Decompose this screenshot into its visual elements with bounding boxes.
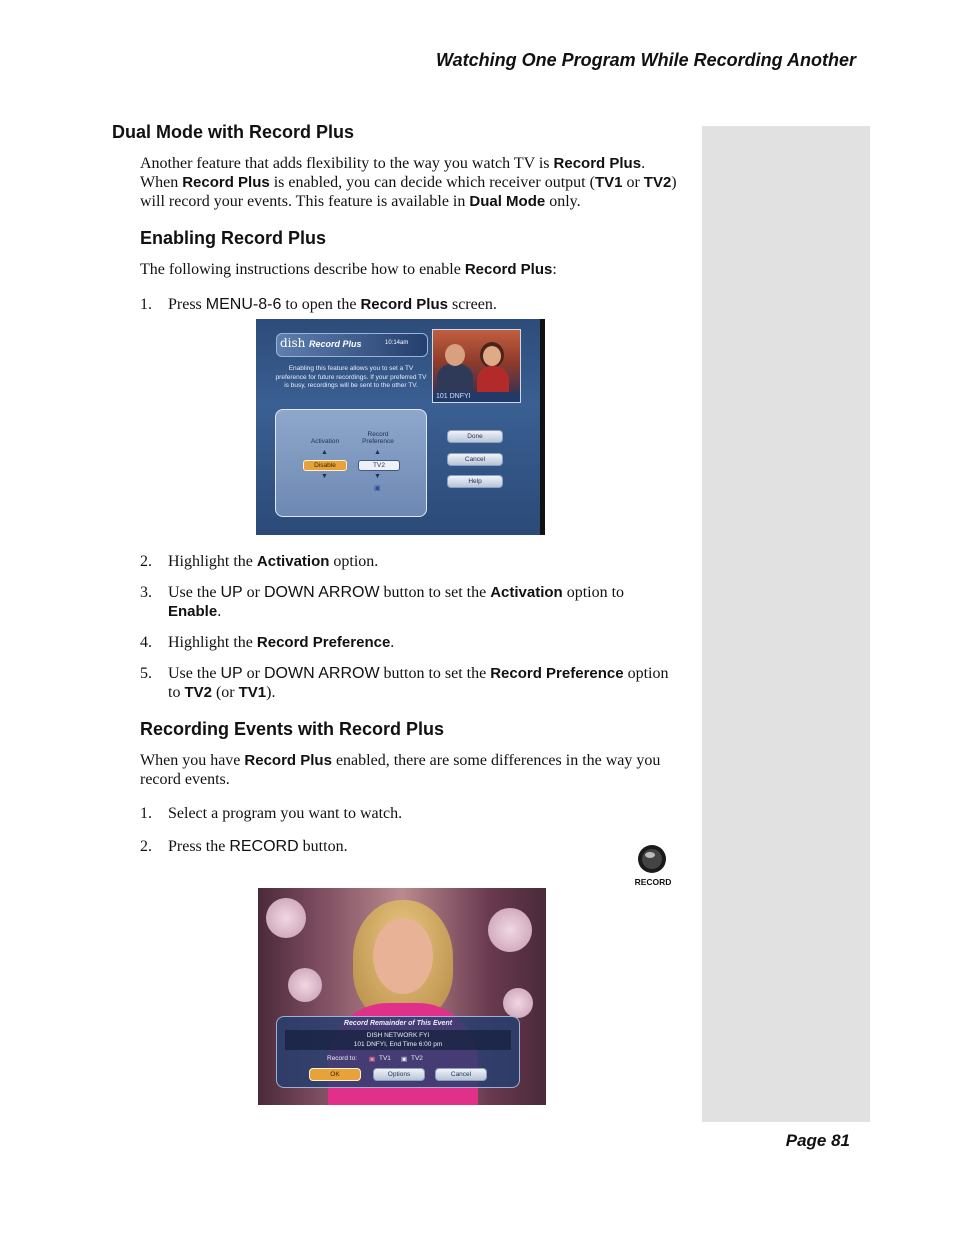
recording-heading: Recording Events with Record Plus	[140, 719, 445, 739]
recording-intro: When you have Record Plus enabled, there are some differences in the way you record events.	[140, 752, 661, 788]
up-arrow-icon: ▲	[374, 448, 381, 456]
tv-icon: ▣	[374, 484, 381, 492]
clock: 10:14am	[385, 340, 409, 346]
options-button[interactable]: Options	[373, 1068, 425, 1081]
preference-selector[interactable]: TV2	[358, 460, 400, 471]
up-arrow-icon: ▲	[321, 448, 328, 456]
down-arrow-icon: ▼	[321, 472, 328, 480]
options-panel	[275, 409, 427, 517]
cancel-button[interactable]: Cancel	[435, 1068, 487, 1081]
enabling-heading: Enabling Record Plus	[140, 228, 327, 248]
tv-preview	[432, 329, 521, 403]
tv1-radio-icon[interactable]: ▣	[369, 1056, 376, 1063]
cancel-button[interactable]: Cancel	[447, 453, 503, 466]
dialog-title: Record Remainder of This Event	[343, 1020, 453, 1027]
channel-bar: 101 DNFYI	[433, 392, 521, 402]
tv2-option[interactable]: TV2	[411, 1055, 423, 1062]
running-header: Watching One Program While Recording Another	[435, 50, 856, 70]
preference-label-line1: Record	[367, 431, 389, 438]
preference-label-line2: Preference	[362, 438, 394, 445]
section-intro: Another feature that adds flexibility to the way you watch TV is Record Plus. When Record Plus is enabled, you can decide which receiver output (TV1 or TV2) will record your events. This feature is available in Dual Mode only.	[140, 155, 677, 210]
screen-title: Record Plus	[309, 339, 362, 349]
tv2-radio-icon[interactable]: ▣	[401, 1056, 408, 1063]
down-arrow-icon: ▼	[374, 472, 381, 480]
screen-description: Enabling this feature allows you to set a TV preference for future recordings. If your preferred TV is busy, recordings will be sent to the other TV.	[275, 365, 427, 389]
record-plus-screenshot	[256, 319, 545, 535]
margin-sidebar	[702, 126, 870, 1122]
record-button-icon	[637, 844, 667, 874]
event-name: DISH NETWORK FYI	[366, 1032, 430, 1039]
section-heading: Dual Mode with Record Plus	[112, 122, 355, 142]
record-dialog	[276, 1016, 520, 1088]
event-details: 101 DNFYI, End Time 6:00 pm	[353, 1041, 443, 1048]
screen-titlebar	[276, 333, 428, 357]
record-to-label: Record to:	[327, 1055, 357, 1062]
dish-logo: dish	[280, 336, 306, 350]
tv1-option[interactable]: TV1	[379, 1055, 391, 1062]
activation-selector[interactable]: Disable	[303, 460, 347, 471]
done-button[interactable]: Done	[447, 430, 503, 443]
page-number: Page 81	[785, 1131, 850, 1150]
record-event-screenshot	[258, 888, 546, 1105]
activation-label: Activation	[310, 438, 340, 445]
enabling-intro: The following instructions describe how to enable Record Plus:	[140, 261, 557, 278]
record-button-label: RECORD	[634, 877, 672, 887]
help-button[interactable]: Help	[447, 475, 503, 488]
event-info	[285, 1030, 511, 1050]
ok-button[interactable]: OK	[309, 1068, 361, 1081]
